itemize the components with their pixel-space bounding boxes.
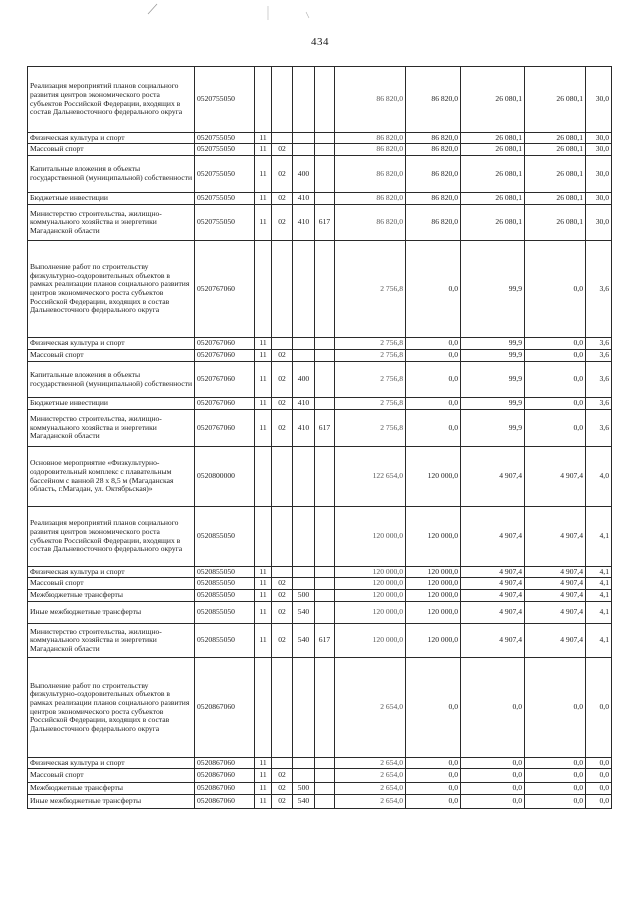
target-code-cell: 0520767060 bbox=[195, 350, 255, 362]
target-code-cell: 0520767060 bbox=[195, 338, 255, 350]
row-name-cell: Бюджетные инвестиции bbox=[28, 398, 195, 410]
executed-approved-value-cell: 4 907,4 bbox=[525, 590, 586, 602]
subsection-cell bbox=[272, 567, 293, 578]
subsection-cell bbox=[272, 338, 293, 350]
plan-value-cell: 86 820,0 bbox=[335, 67, 406, 133]
approved-value-cell: 0,0 bbox=[406, 658, 461, 758]
expense-type-cell bbox=[293, 144, 315, 156]
subsection-cell bbox=[272, 658, 293, 758]
administrator-cell bbox=[315, 193, 335, 205]
row-name-cell: Капитальные вложения в объекты государственной (муниципальной) собственности bbox=[28, 156, 195, 193]
plan-value-cell: 120 000,0 bbox=[335, 624, 406, 658]
table-row bbox=[28, 602, 612, 624]
approved-value-cell: 120 000,0 bbox=[406, 590, 461, 602]
section-cell: 11 bbox=[255, 133, 272, 144]
plan-value-cell: 86 820,0 bbox=[335, 205, 406, 241]
executed-approved-value-cell: 0,0 bbox=[525, 758, 586, 769]
row-name-cell: Межбюджетные трансферты bbox=[28, 590, 195, 602]
subsection-cell bbox=[272, 507, 293, 567]
row-name-cell: Основное мероприятие «Физкультурно-оздоровительный комплекс с плавательным бассейном с ванной 28 х 8,5 м (Магаданская область, г.Магадан, ул. Октябрьская)» bbox=[28, 447, 195, 507]
executed-approved-value-cell: 0,0 bbox=[525, 795, 586, 809]
execution-percent-cell: 0,0 bbox=[586, 769, 612, 783]
executed-value-cell: 26 080,1 bbox=[461, 193, 525, 205]
subsection-cell bbox=[272, 758, 293, 769]
administrator-cell bbox=[315, 769, 335, 783]
expense-type-cell bbox=[293, 133, 315, 144]
row-name-cell: Иные межбюджетные трансферты bbox=[28, 602, 195, 624]
section-cell: 11 bbox=[255, 156, 272, 193]
expense-type-cell bbox=[293, 507, 315, 567]
execution-percent-cell: 4,0 bbox=[586, 447, 612, 507]
subsection-cell: 02 bbox=[272, 205, 293, 241]
row-name-cell: Физическая культура и спорт bbox=[28, 338, 195, 350]
table-row bbox=[28, 133, 612, 144]
row-name-cell: Межбюджетные трансферты bbox=[28, 783, 195, 795]
execution-percent-cell: 3,6 bbox=[586, 350, 612, 362]
executed-approved-value-cell: 0,0 bbox=[525, 338, 586, 350]
row-name-cell: Физическая культура и спорт bbox=[28, 567, 195, 578]
administrator-cell bbox=[315, 783, 335, 795]
executed-value-cell: 4 907,4 bbox=[461, 624, 525, 658]
table-row bbox=[28, 193, 612, 205]
plan-value-cell: 2 654,0 bbox=[335, 795, 406, 809]
table-row bbox=[28, 795, 612, 809]
plan-value-cell: 86 820,0 bbox=[335, 193, 406, 205]
expense-type-cell: 410 bbox=[293, 193, 315, 205]
table-row bbox=[28, 144, 612, 156]
expense-type-cell: 400 bbox=[293, 156, 315, 193]
execution-percent-cell: 30,0 bbox=[586, 67, 612, 133]
subsection-cell: 02 bbox=[272, 795, 293, 809]
table-row bbox=[28, 350, 612, 362]
plan-value-cell: 2 756,8 bbox=[335, 398, 406, 410]
plan-value-cell: 86 820,0 bbox=[335, 133, 406, 144]
budget-table bbox=[27, 66, 612, 809]
executed-value-cell: 26 080,1 bbox=[461, 144, 525, 156]
expense-type-cell bbox=[293, 338, 315, 350]
administrator-cell bbox=[315, 67, 335, 133]
execution-percent-cell: 30,0 bbox=[586, 205, 612, 241]
section-cell bbox=[255, 507, 272, 567]
approved-value-cell: 86 820,0 bbox=[406, 133, 461, 144]
target-code-cell: 0520867060 bbox=[195, 658, 255, 758]
executed-approved-value-cell: 0,0 bbox=[525, 410, 586, 447]
approved-value-cell: 120 000,0 bbox=[406, 507, 461, 567]
approved-value-cell: 86 820,0 bbox=[406, 193, 461, 205]
expense-type-cell bbox=[293, 658, 315, 758]
execution-percent-cell: 3,6 bbox=[586, 410, 612, 447]
expense-type-cell bbox=[293, 578, 315, 590]
executed-value-cell: 99,9 bbox=[461, 410, 525, 447]
section-cell: 11 bbox=[255, 758, 272, 769]
section-cell: 11 bbox=[255, 350, 272, 362]
table-row bbox=[28, 398, 612, 410]
table-row bbox=[28, 410, 612, 447]
plan-value-cell: 2 756,8 bbox=[335, 338, 406, 350]
executed-value-cell: 4 907,4 bbox=[461, 578, 525, 590]
administrator-cell bbox=[315, 362, 335, 398]
section-cell: 11 bbox=[255, 410, 272, 447]
execution-percent-cell: 4,1 bbox=[586, 602, 612, 624]
executed-approved-value-cell: 4 907,4 bbox=[525, 624, 586, 658]
section-cell: 11 bbox=[255, 578, 272, 590]
section-cell bbox=[255, 658, 272, 758]
approved-value-cell: 86 820,0 bbox=[406, 67, 461, 133]
plan-value-cell: 2 654,0 bbox=[335, 658, 406, 758]
administrator-cell bbox=[315, 241, 335, 338]
table-row bbox=[28, 624, 612, 658]
executed-value-cell: 4 907,4 bbox=[461, 567, 525, 578]
administrator-cell: 617 bbox=[315, 624, 335, 658]
section-cell: 11 bbox=[255, 769, 272, 783]
approved-value-cell: 86 820,0 bbox=[406, 156, 461, 193]
plan-value-cell: 2 756,8 bbox=[335, 241, 406, 338]
subsection-cell: 02 bbox=[272, 156, 293, 193]
table-row bbox=[28, 578, 612, 590]
table-row bbox=[28, 205, 612, 241]
subsection-cell: 02 bbox=[272, 769, 293, 783]
expense-type-cell bbox=[293, 447, 315, 507]
row-name-cell: Министерство строительства, жилищно-коммунального хозяйства и энергетики Магаданской области bbox=[28, 624, 195, 658]
subsection-cell: 02 bbox=[272, 624, 293, 658]
executed-approved-value-cell: 4 907,4 bbox=[525, 567, 586, 578]
expense-type-cell: 540 bbox=[293, 795, 315, 809]
subsection-cell: 02 bbox=[272, 602, 293, 624]
execution-percent-cell: 30,0 bbox=[586, 156, 612, 193]
execution-percent-cell: 3,6 bbox=[586, 398, 612, 410]
table-row bbox=[28, 362, 612, 398]
scan-artifacts bbox=[0, 0, 640, 30]
target-code-cell: 0520855050 bbox=[195, 602, 255, 624]
row-name-cell: Массовый спорт bbox=[28, 144, 195, 156]
plan-value-cell: 120 000,0 bbox=[335, 578, 406, 590]
executed-approved-value-cell: 0,0 bbox=[525, 241, 586, 338]
section-cell: 11 bbox=[255, 783, 272, 795]
target-code-cell: 0520855050 bbox=[195, 590, 255, 602]
section-cell: 11 bbox=[255, 193, 272, 205]
execution-percent-cell: 3,6 bbox=[586, 241, 612, 338]
executed-approved-value-cell: 26 080,1 bbox=[525, 144, 586, 156]
plan-value-cell: 122 654,0 bbox=[335, 447, 406, 507]
table-row bbox=[28, 658, 612, 758]
execution-percent-cell: 3,6 bbox=[586, 362, 612, 398]
approved-value-cell: 120 000,0 bbox=[406, 578, 461, 590]
executed-value-cell: 99,9 bbox=[461, 350, 525, 362]
table-row bbox=[28, 769, 612, 783]
executed-approved-value-cell: 0,0 bbox=[525, 398, 586, 410]
row-name-cell: Иные межбюджетные трансферты bbox=[28, 795, 195, 809]
executed-value-cell: 4 907,4 bbox=[461, 602, 525, 624]
row-name-cell: Реализация мероприятий планов социального развития центров экономического роста субъектов Российской Федерации, входящих в состав Дальневосточного федерального округа bbox=[28, 507, 195, 567]
approved-value-cell: 120 000,0 bbox=[406, 447, 461, 507]
subsection-cell bbox=[272, 447, 293, 507]
approved-value-cell: 0,0 bbox=[406, 350, 461, 362]
table-body bbox=[28, 67, 612, 809]
target-code-cell: 0520755050 bbox=[195, 133, 255, 144]
plan-value-cell: 2 756,8 bbox=[335, 362, 406, 398]
administrator-cell bbox=[315, 795, 335, 809]
executed-value-cell: 0,0 bbox=[461, 783, 525, 795]
expense-type-cell: 540 bbox=[293, 602, 315, 624]
target-code-cell: 0520767060 bbox=[195, 362, 255, 398]
row-name-cell: Массовый спорт bbox=[28, 769, 195, 783]
target-code-cell: 0520755050 bbox=[195, 205, 255, 241]
target-code-cell: 0520855050 bbox=[195, 624, 255, 658]
executed-approved-value-cell: 26 080,1 bbox=[525, 205, 586, 241]
execution-percent-cell: 4,1 bbox=[586, 507, 612, 567]
target-code-cell: 0520755050 bbox=[195, 144, 255, 156]
executed-value-cell: 26 080,1 bbox=[461, 156, 525, 193]
executed-approved-value-cell: 26 080,1 bbox=[525, 133, 586, 144]
target-code-cell: 0520755050 bbox=[195, 156, 255, 193]
approved-value-cell: 86 820,0 bbox=[406, 144, 461, 156]
execution-percent-cell: 30,0 bbox=[586, 193, 612, 205]
subsection-cell: 02 bbox=[272, 783, 293, 795]
administrator-cell bbox=[315, 567, 335, 578]
executed-value-cell: 0,0 bbox=[461, 658, 525, 758]
plan-value-cell: 2 654,0 bbox=[335, 769, 406, 783]
administrator-cell bbox=[315, 350, 335, 362]
table-row bbox=[28, 338, 612, 350]
plan-value-cell: 2 654,0 bbox=[335, 758, 406, 769]
execution-percent-cell: 0,0 bbox=[586, 658, 612, 758]
row-name-cell: Физическая культура и спорт bbox=[28, 758, 195, 769]
expense-type-cell: 410 bbox=[293, 398, 315, 410]
plan-value-cell: 2 756,8 bbox=[335, 350, 406, 362]
subsection-cell: 02 bbox=[272, 350, 293, 362]
row-name-cell: Массовый спорт bbox=[28, 578, 195, 590]
execution-percent-cell: 4,1 bbox=[586, 590, 612, 602]
section-cell: 11 bbox=[255, 338, 272, 350]
subsection-cell: 02 bbox=[272, 578, 293, 590]
execution-percent-cell: 4,1 bbox=[586, 624, 612, 658]
expense-type-cell: 410 bbox=[293, 410, 315, 447]
subsection-cell: 02 bbox=[272, 398, 293, 410]
table-row bbox=[28, 783, 612, 795]
executed-approved-value-cell: 0,0 bbox=[525, 783, 586, 795]
section-cell bbox=[255, 241, 272, 338]
section-cell bbox=[255, 67, 272, 133]
subsection-cell bbox=[272, 241, 293, 338]
administrator-cell bbox=[315, 338, 335, 350]
section-cell: 11 bbox=[255, 567, 272, 578]
table-row bbox=[28, 758, 612, 769]
page-number: 434 bbox=[311, 36, 329, 48]
administrator-cell bbox=[315, 507, 335, 567]
approved-value-cell: 0,0 bbox=[406, 783, 461, 795]
execution-percent-cell: 30,0 bbox=[586, 133, 612, 144]
target-code-cell: 0520767060 bbox=[195, 410, 255, 447]
table-row bbox=[28, 590, 612, 602]
section-cell: 11 bbox=[255, 362, 272, 398]
approved-value-cell: 0,0 bbox=[406, 241, 461, 338]
section-cell: 11 bbox=[255, 795, 272, 809]
expense-type-cell: 400 bbox=[293, 362, 315, 398]
plan-value-cell: 2 654,0 bbox=[335, 783, 406, 795]
expense-type-cell bbox=[293, 758, 315, 769]
table-row bbox=[28, 156, 612, 193]
subsection-cell bbox=[272, 67, 293, 133]
plan-value-cell: 86 820,0 bbox=[335, 144, 406, 156]
executed-value-cell: 4 907,4 bbox=[461, 447, 525, 507]
approved-value-cell: 120 000,0 bbox=[406, 624, 461, 658]
expense-type-cell: 500 bbox=[293, 783, 315, 795]
section-cell: 11 bbox=[255, 398, 272, 410]
table-row bbox=[28, 241, 612, 338]
plan-value-cell: 2 756,8 bbox=[335, 410, 406, 447]
executed-value-cell: 99,9 bbox=[461, 362, 525, 398]
expense-type-cell bbox=[293, 567, 315, 578]
executed-value-cell: 4 907,4 bbox=[461, 590, 525, 602]
target-code-cell: 0520867060 bbox=[195, 758, 255, 769]
executed-approved-value-cell: 4 907,4 bbox=[525, 507, 586, 567]
executed-approved-value-cell: 26 080,1 bbox=[525, 156, 586, 193]
subsection-cell: 02 bbox=[272, 410, 293, 447]
executed-approved-value-cell: 26 080,1 bbox=[525, 193, 586, 205]
subsection-cell: 02 bbox=[272, 144, 293, 156]
subsection-cell bbox=[272, 133, 293, 144]
execution-percent-cell: 0,0 bbox=[586, 795, 612, 809]
approved-value-cell: 120 000,0 bbox=[406, 602, 461, 624]
executed-value-cell: 0,0 bbox=[461, 795, 525, 809]
execution-percent-cell: 30,0 bbox=[586, 144, 612, 156]
table-row bbox=[28, 567, 612, 578]
execution-percent-cell: 0,0 bbox=[586, 783, 612, 795]
plan-value-cell: 120 000,0 bbox=[335, 590, 406, 602]
target-code-cell: 0520855050 bbox=[195, 578, 255, 590]
plan-value-cell: 120 000,0 bbox=[335, 602, 406, 624]
subsection-cell: 02 bbox=[272, 193, 293, 205]
administrator-cell bbox=[315, 578, 335, 590]
executed-approved-value-cell: 0,0 bbox=[525, 350, 586, 362]
expense-type-cell bbox=[293, 769, 315, 783]
executed-value-cell: 26 080,1 bbox=[461, 205, 525, 241]
target-code-cell: 0520855050 bbox=[195, 507, 255, 567]
approved-value-cell: 86 820,0 bbox=[406, 205, 461, 241]
administrator-cell bbox=[315, 447, 335, 507]
administrator-cell: 617 bbox=[315, 205, 335, 241]
subsection-cell: 02 bbox=[272, 362, 293, 398]
execution-percent-cell: 3,6 bbox=[586, 338, 612, 350]
executed-value-cell: 0,0 bbox=[461, 758, 525, 769]
expense-type-cell bbox=[293, 241, 315, 338]
target-code-cell: 0520867060 bbox=[195, 795, 255, 809]
section-cell: 11 bbox=[255, 624, 272, 658]
row-name-cell: Министерство строительства, жилищно-коммунального хозяйства и энергетики Магаданской области bbox=[28, 205, 195, 241]
target-code-cell: 0520767060 bbox=[195, 398, 255, 410]
executed-value-cell: 99,9 bbox=[461, 398, 525, 410]
row-name-cell: Реализация мероприятий планов социального развития центров экономического роста субъектов Российской Федерации, входящих в состав Дальневосточного федерального округа bbox=[28, 67, 195, 133]
execution-percent-cell: 4,1 bbox=[586, 567, 612, 578]
executed-approved-value-cell: 4 907,4 bbox=[525, 447, 586, 507]
target-code-cell: 0520855050 bbox=[195, 567, 255, 578]
administrator-cell bbox=[315, 133, 335, 144]
subsection-cell: 02 bbox=[272, 590, 293, 602]
executed-value-cell: 26 080,1 bbox=[461, 133, 525, 144]
executed-approved-value-cell: 26 080,1 bbox=[525, 67, 586, 133]
executed-approved-value-cell: 0,0 bbox=[525, 769, 586, 783]
section-cell: 11 bbox=[255, 205, 272, 241]
approved-value-cell: 0,0 bbox=[406, 758, 461, 769]
administrator-cell bbox=[315, 398, 335, 410]
plan-value-cell: 120 000,0 bbox=[335, 567, 406, 578]
target-code-cell: 0520800000 bbox=[195, 447, 255, 507]
execution-percent-cell: 0,0 bbox=[586, 758, 612, 769]
expense-type-cell bbox=[293, 350, 315, 362]
execution-percent-cell: 4,1 bbox=[586, 578, 612, 590]
approved-value-cell: 0,0 bbox=[406, 398, 461, 410]
approved-value-cell: 0,0 bbox=[406, 362, 461, 398]
approved-value-cell: 0,0 bbox=[406, 338, 461, 350]
administrator-cell bbox=[315, 156, 335, 193]
target-code-cell: 0520755050 bbox=[195, 193, 255, 205]
target-code-cell: 0520755050 bbox=[195, 67, 255, 133]
section-cell: 11 bbox=[255, 590, 272, 602]
administrator-cell bbox=[315, 144, 335, 156]
approved-value-cell: 0,0 bbox=[406, 795, 461, 809]
approved-value-cell: 120 000,0 bbox=[406, 567, 461, 578]
table-row bbox=[28, 507, 612, 567]
expense-type-cell bbox=[293, 67, 315, 133]
section-cell: 11 bbox=[255, 602, 272, 624]
row-name-cell: Физическая культура и спорт bbox=[28, 133, 195, 144]
executed-approved-value-cell: 0,0 bbox=[525, 362, 586, 398]
approved-value-cell: 0,0 bbox=[406, 410, 461, 447]
target-code-cell: 0520867060 bbox=[195, 769, 255, 783]
administrator-cell bbox=[315, 658, 335, 758]
table-row bbox=[28, 67, 612, 133]
executed-value-cell: 26 080,1 bbox=[461, 67, 525, 133]
expense-type-cell: 540 bbox=[293, 624, 315, 658]
expense-type-cell: 410 bbox=[293, 205, 315, 241]
row-name-cell: Бюджетные инвестиции bbox=[28, 193, 195, 205]
plan-value-cell: 86 820,0 bbox=[335, 156, 406, 193]
approved-value-cell: 0,0 bbox=[406, 769, 461, 783]
administrator-cell bbox=[315, 602, 335, 624]
target-code-cell: 0520767060 bbox=[195, 241, 255, 338]
administrator-cell bbox=[315, 758, 335, 769]
row-name-cell: Капитальные вложения в объекты государственной (муниципальной) собственности bbox=[28, 362, 195, 398]
row-name-cell: Массовый спорт bbox=[28, 350, 195, 362]
target-code-cell: 0520867060 bbox=[195, 783, 255, 795]
table-row bbox=[28, 447, 612, 507]
row-name-cell: Выполнение работ по строительству физкультурно-оздоровительных объектов в рамках реализации планов социального развития центров экономического роста субъектов Российской Федерации, входящих в состав Дальневосточного федерального округа bbox=[28, 658, 195, 758]
section-cell: 11 bbox=[255, 144, 272, 156]
expense-type-cell: 500 bbox=[293, 590, 315, 602]
executed-value-cell: 4 907,4 bbox=[461, 507, 525, 567]
row-name-cell: Министерство строительства, жилищно-коммунального хозяйства и энергетики Магаданской области bbox=[28, 410, 195, 447]
executed-value-cell: 99,9 bbox=[461, 338, 525, 350]
executed-approved-value-cell: 4 907,4 bbox=[525, 578, 586, 590]
administrator-cell: 617 bbox=[315, 410, 335, 447]
plan-value-cell: 120 000,0 bbox=[335, 507, 406, 567]
row-name-cell: Выполнение работ по строительству физкультурно-оздоровительных объектов в рамках реализации планов социального развития центров экономического роста субъектов Российской Федерации, входящих в состав Дальневосточного федерального округа bbox=[28, 241, 195, 338]
section-cell bbox=[255, 447, 272, 507]
executed-approved-value-cell: 4 907,4 bbox=[525, 602, 586, 624]
executed-value-cell: 0,0 bbox=[461, 769, 525, 783]
executed-approved-value-cell: 0,0 bbox=[525, 658, 586, 758]
executed-value-cell: 99,9 bbox=[461, 241, 525, 338]
administrator-cell bbox=[315, 590, 335, 602]
